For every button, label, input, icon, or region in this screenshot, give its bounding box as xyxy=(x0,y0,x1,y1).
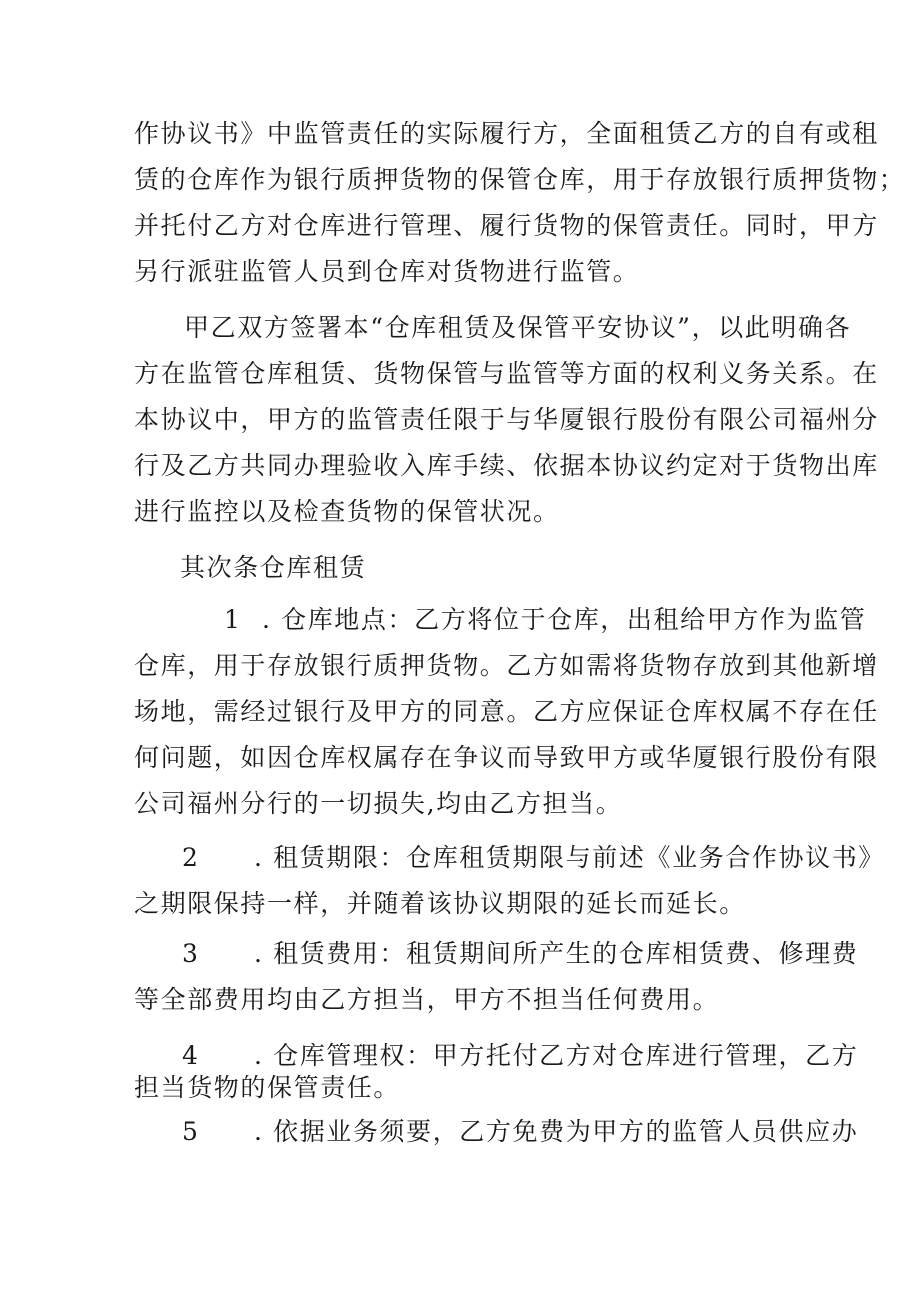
item-number: 2 xyxy=(182,843,198,872)
text-line: 之期限保持一样，并随着该协议期限的延长而延长。 xyxy=(134,889,746,918)
text-line: 何问题，如因仓库权属存在争议而导致甲方或华厦银行股份有限 xyxy=(134,743,879,772)
text-line: 公司福州分行的一切损失,均由乙方担当。 xyxy=(134,789,623,818)
text-line: . 租赁期限：仓库租赁期限与前述《业务合作协议书》 xyxy=(254,843,885,872)
text-line: 等全部费用均由乙方担当，甲方不担当任何费用。 xyxy=(134,985,720,1014)
text-line: 方在监管仓库租赁、货物保管与监管等方面的权利义务关系。在 xyxy=(134,359,879,388)
text-line: 另行派驻监管人员到仓库对货物进行监管。 xyxy=(134,257,640,286)
text-line: . 租赁费用：租赁期间所产生的仓库相赁费、修理费 xyxy=(254,939,859,968)
item-number: 1 xyxy=(224,605,240,634)
text-line: 行及乙方共同办理验收入库手续、依据本协议约定对于货物出库 xyxy=(134,451,879,480)
text-line: . 仓库地点：乙方将位于仓库，出租给甲方作为监管 xyxy=(262,605,867,634)
item-number: 3 xyxy=(182,939,198,968)
text-line: 担当货物的保管责任。 xyxy=(134,1073,401,1102)
item-number: 5 xyxy=(182,1117,198,1146)
text-line: 赁的仓库作为银行质押货物的保管仓库，用于存放银行质押货物； xyxy=(134,165,906,194)
text-line: 进行监控以及检查货物的保管状况。 xyxy=(134,497,560,526)
section-heading: 其次条仓库租赁 xyxy=(180,553,367,582)
text-line: 场地，需经过银行及甲方的同意。乙方应保证仓库权属不存在任 xyxy=(134,697,879,726)
text-line: 并托付乙方对仓库进行管理、履行货物的保管责任。同时，甲方 xyxy=(134,211,879,240)
text-line: . 依据业务须要，乙方免费为甲方的监管人员供应办 xyxy=(254,1117,859,1146)
text-line: . 仓库管理权：甲方托付乙方对仓库进行管理，乙方 xyxy=(254,1041,859,1070)
text-line: 仓库，用于存放银行质押货物。乙方如需将货物存放到其他新增 xyxy=(134,651,879,680)
item-number: 4 xyxy=(182,1041,198,1070)
text-line: 甲乙双方签署本“仓库租赁及保管平安协议”，以此明确各 xyxy=(184,313,852,342)
text-line: 本协议中，甲方的监管责任限于与华厦银行股份有限公司福州分 xyxy=(134,405,879,434)
text-line: 作协议书》中监管责任的实际履行方，全面租赁乙方的自有或租 xyxy=(134,119,879,148)
